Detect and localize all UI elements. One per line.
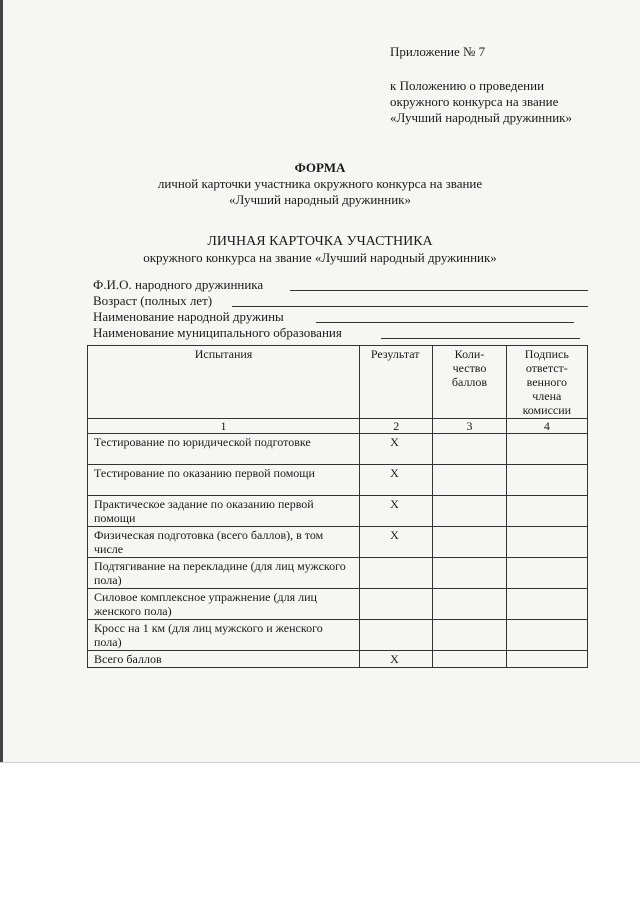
table-row <box>88 465 588 496</box>
col-number: 4 <box>506 419 587 434</box>
signature-cell[interactable] <box>506 589 587 620</box>
signature-cell[interactable] <box>506 620 587 651</box>
points-cell[interactable] <box>433 651 506 668</box>
form-subtitle-line-1: личной карточки участника окружного конкурса на звание <box>157 176 483 191</box>
field-municipality-line[interactable] <box>381 338 580 339</box>
header-points: Коли- чество баллов <box>433 346 506 419</box>
table-row-total <box>88 651 588 668</box>
field-fio-label: Ф.И.О. народного дружинника <box>93 277 264 292</box>
points-cell[interactable] <box>433 434 506 465</box>
field-fio-line[interactable] <box>290 290 588 291</box>
table-row <box>88 558 588 589</box>
field-age-label: Возраст (полных лет) <box>93 293 213 308</box>
column-number-row <box>88 419 588 434</box>
field-unit-line[interactable] <box>316 322 574 323</box>
scan-edge <box>0 0 3 762</box>
result-cell[interactable]: X <box>360 651 433 668</box>
test-name: Всего баллов <box>88 651 360 668</box>
test-name: Подтягивание на перекладине (для лиц мужского пола) <box>88 558 360 589</box>
col-number: 2 <box>360 419 433 434</box>
points-cell[interactable] <box>433 620 506 651</box>
form-subtitle <box>0 176 640 208</box>
signature-cell[interactable] <box>506 651 587 668</box>
result-cell[interactable] <box>360 589 433 620</box>
field-unit-label: Наименование народной дружины <box>93 309 284 324</box>
points-cell[interactable] <box>433 465 506 496</box>
form-heading: ФОРМА <box>294 160 346 175</box>
points-cell[interactable] <box>433 527 506 558</box>
table-header-row <box>88 346 588 419</box>
results-table <box>87 345 588 668</box>
table-row <box>88 620 588 651</box>
appendix-block <box>390 44 572 126</box>
appendix-number: Приложение № 7 <box>390 44 486 59</box>
header-result: Результат <box>360 346 433 419</box>
test-name: Тестирование по юридической подготовке <box>88 434 360 465</box>
points-cell[interactable] <box>433 589 506 620</box>
table-row <box>88 496 588 527</box>
signature-cell[interactable] <box>506 465 587 496</box>
header-tests: Испытания <box>88 346 360 419</box>
card-heading: ЛИЧНАЯ КАРТОЧКА УЧАСТНИКА <box>207 234 433 249</box>
appendix-line-3: «Лучший народный дружинник» <box>390 110 572 125</box>
points-cell[interactable] <box>433 496 506 527</box>
header-signature: Подпись ответст- венного члена комиссии <box>506 346 587 419</box>
result-cell[interactable] <box>360 558 433 589</box>
col-number: 1 <box>88 419 360 434</box>
result-cell[interactable] <box>360 620 433 651</box>
appendix-line-2: окружного конкурса на звание <box>390 94 559 109</box>
appendix-line-1: к Положению о проведении <box>390 78 545 93</box>
signature-cell[interactable] <box>506 496 587 527</box>
test-name: Силовое комплексное упражнение (для лиц женского пола) <box>88 589 360 620</box>
points-cell[interactable] <box>433 558 506 589</box>
card-subheading: окружного конкурса на звание «Лучший народный дружинник» <box>143 250 497 265</box>
form-subtitle-line-2: «Лучший народный дружинник» <box>229 192 411 207</box>
test-name: Тестирование по оказанию первой помощи <box>88 465 360 496</box>
table-row <box>88 589 588 620</box>
signature-cell[interactable] <box>506 527 587 558</box>
field-municipality-label: Наименование муниципального образования <box>93 325 342 340</box>
result-cell[interactable]: X <box>360 496 433 527</box>
result-cell[interactable]: X <box>360 434 433 465</box>
signature-cell[interactable] <box>506 434 587 465</box>
table-row <box>88 434 588 465</box>
field-age-line[interactable] <box>232 306 588 307</box>
result-cell[interactable]: X <box>360 465 433 496</box>
test-name: Практическое задание по оказанию первой помощи <box>88 496 360 527</box>
test-name: Кросс на 1 км (для лиц мужского и женского пола) <box>88 620 360 651</box>
test-name: Физическая подготовка (всего баллов), в том числе <box>88 527 360 558</box>
col-number: 3 <box>433 419 506 434</box>
signature-cell[interactable] <box>506 558 587 589</box>
table-row <box>88 527 588 558</box>
result-cell[interactable]: X <box>360 527 433 558</box>
